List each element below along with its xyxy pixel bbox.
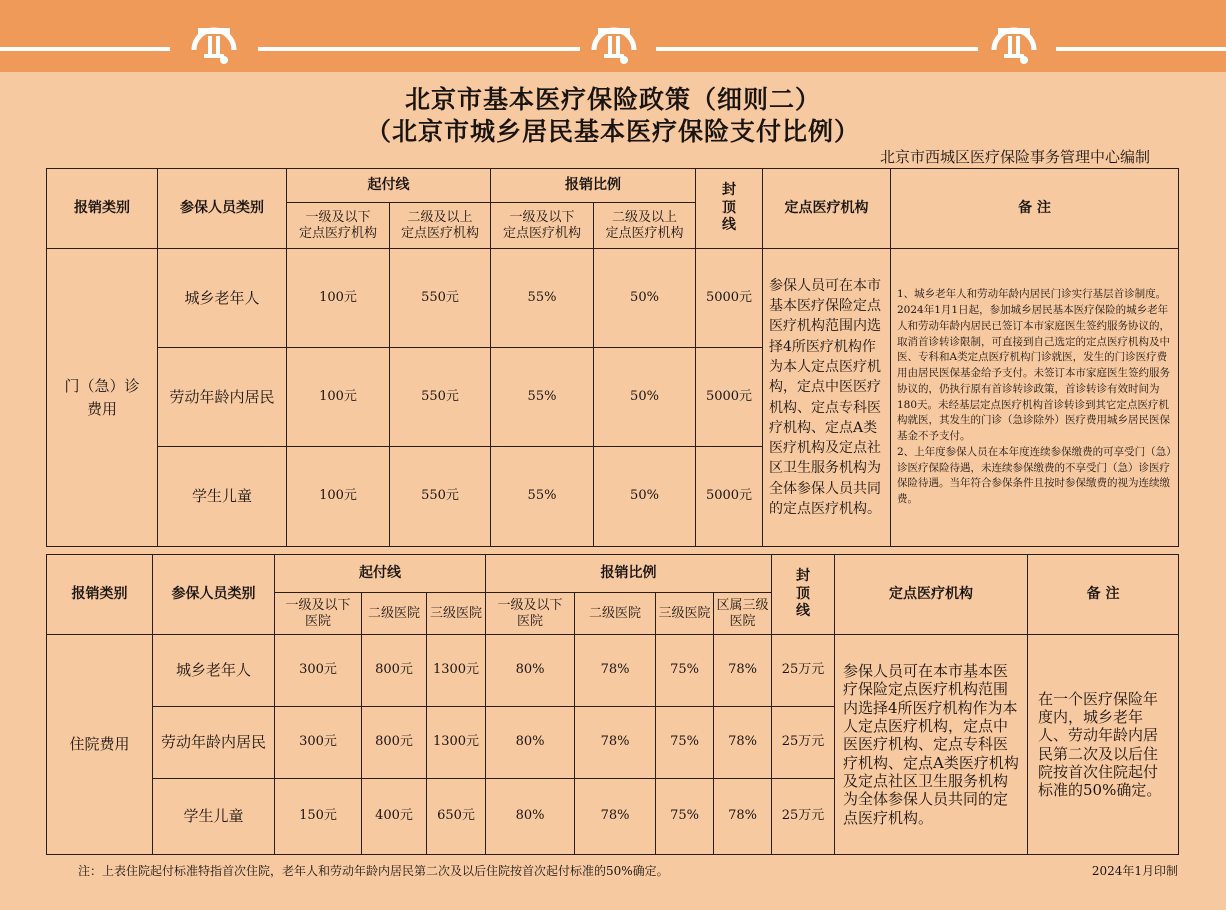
category-outpatient: 门（急）诊 费用 bbox=[47, 249, 158, 547]
person-type: 学生儿童 bbox=[153, 779, 275, 855]
page-subtitle: （北京市城乡居民基本医疗保险支付比例） bbox=[365, 117, 860, 146]
threshold-level2: 800元 bbox=[362, 707, 427, 779]
header-threshold-level1: 一级及以下 医院 bbox=[275, 593, 362, 635]
ratio-level3: 75% bbox=[656, 635, 714, 707]
header-institution: 定点医疗机构 bbox=[763, 169, 891, 249]
threshold-level2: 550元 bbox=[390, 249, 491, 348]
cap-value: 25万元 bbox=[772, 635, 835, 707]
header-threshold-level1: 一级及以下 定点医疗机构 bbox=[287, 203, 390, 249]
banner-line bbox=[656, 47, 978, 51]
threshold-level1: 150元 bbox=[275, 779, 362, 855]
header-threshold-level3: 三级医院 bbox=[427, 593, 486, 635]
banner-line bbox=[0, 47, 170, 51]
page-title: 北京市基本医疗保险政策（细则二） bbox=[404, 85, 821, 114]
person-type: 城乡老年人 bbox=[158, 249, 287, 348]
threshold-level1: 100元 bbox=[287, 249, 390, 348]
header-ratio: 报销比例 bbox=[491, 169, 696, 203]
inpatient-table bbox=[46, 554, 1179, 855]
person-type: 学生儿童 bbox=[158, 447, 287, 547]
footnote: 注：上表住院起付标准特指首次住院，老年人和劳动年龄内居民第二次及以后住院按首次起付标准的50%确定。 bbox=[78, 864, 669, 878]
header-category: 报销类别 bbox=[47, 555, 153, 635]
ratio-level1: 80% bbox=[486, 707, 575, 779]
header-ratio-level1: 一级及以下 医院 bbox=[486, 593, 575, 635]
header-cap: 封 顶 线 bbox=[696, 169, 763, 249]
medical-insurance-logo-icon bbox=[190, 20, 238, 68]
person-type: 劳动年龄内居民 bbox=[153, 707, 275, 779]
cap-value: 25万元 bbox=[772, 707, 835, 779]
publisher: 北京市西城区医疗保险事务管理中心编制 bbox=[879, 148, 1150, 166]
ratio-level2: 50% bbox=[594, 348, 696, 447]
ratio-level2: 50% bbox=[594, 249, 696, 348]
header-cap: 封 顶 线 bbox=[772, 555, 835, 635]
ratio-district-level3: 78% bbox=[714, 707, 772, 779]
header-person-type: 参保人员类别 bbox=[158, 169, 287, 249]
ratio-level2: 78% bbox=[575, 779, 656, 855]
ratio-level3: 75% bbox=[656, 779, 714, 855]
threshold-level1: 300元 bbox=[275, 707, 362, 779]
category-inpatient: 住院费用 bbox=[47, 635, 153, 855]
ratio-level2: 78% bbox=[575, 635, 656, 707]
ratio-level2: 50% bbox=[594, 447, 696, 547]
banner-line bbox=[1056, 47, 1226, 51]
institution-text: 参保人员可在本市基本医疗保险定点医疗机构范围内选择4所医疗机构作为本人定点医疗机构，定点中医医疗机构、定点专科医疗机构、定点A类医疗机构及定点社区卫生服务机构为全体参保人员共同的定点医疗机构。 bbox=[835, 635, 1028, 855]
header-remarks: 备 注 bbox=[891, 169, 1179, 249]
threshold-level3: 1300元 bbox=[427, 635, 486, 707]
threshold-level3: 650元 bbox=[427, 779, 486, 855]
ratio-level3: 75% bbox=[656, 707, 714, 779]
header-category: 报销类别 bbox=[47, 169, 158, 249]
threshold-level2: 800元 bbox=[362, 635, 427, 707]
header-ratio-level2: 二级医院 bbox=[575, 593, 656, 635]
header-threshold: 起付线 bbox=[275, 555, 486, 593]
cap-value: 25万元 bbox=[772, 779, 835, 855]
header-ratio-level1: 一级及以下 定点医疗机构 bbox=[491, 203, 594, 249]
medical-insurance-logo-icon bbox=[990, 20, 1038, 68]
header-threshold-level2: 二级及以上 定点医疗机构 bbox=[390, 203, 491, 249]
person-type: 劳动年龄内居民 bbox=[158, 348, 287, 447]
ratio-level1: 80% bbox=[486, 779, 575, 855]
ratio-district-level3: 78% bbox=[714, 779, 772, 855]
top-banner bbox=[0, 0, 1226, 72]
threshold-level2: 550元 bbox=[390, 348, 491, 447]
table-row bbox=[47, 249, 1179, 348]
ratio-level1: 55% bbox=[491, 447, 594, 547]
ratio-level1: 55% bbox=[491, 348, 594, 447]
header-remarks: 备 注 bbox=[1028, 555, 1179, 635]
threshold-level3: 1300元 bbox=[427, 707, 486, 779]
header-ratio: 报销比例 bbox=[486, 555, 772, 593]
header-threshold: 起付线 bbox=[287, 169, 491, 203]
ratio-level2: 78% bbox=[575, 707, 656, 779]
banner-line bbox=[258, 47, 580, 51]
ratio-district-level3: 78% bbox=[714, 635, 772, 707]
threshold-level2: 400元 bbox=[362, 779, 427, 855]
header-ratio-level2: 二级及以上 定点医疗机构 bbox=[594, 203, 696, 249]
ratio-level1: 80% bbox=[486, 635, 575, 707]
print-date: 2024年1月印制 bbox=[1091, 864, 1178, 878]
cap-value: 5000元 bbox=[696, 447, 763, 547]
person-type: 城乡老年人 bbox=[153, 635, 275, 707]
header-institution: 定点医疗机构 bbox=[835, 555, 1028, 635]
institution-text: 参保人员可在本市基本医疗保险定点医疗机构范围内选择4所医疗机构作为本人定点医疗机构，定点中医医疗机构、定点专科医疗机构、定点A类医疗机构及定点社区卫生服务机构为全体参保人员共同的定点医疗机构。 bbox=[763, 249, 891, 547]
threshold-level1: 100元 bbox=[287, 447, 390, 547]
cap-value: 5000元 bbox=[696, 348, 763, 447]
threshold-level1: 100元 bbox=[287, 348, 390, 447]
outpatient-table bbox=[46, 168, 1179, 547]
cap-value: 5000元 bbox=[696, 249, 763, 348]
table-row bbox=[47, 635, 1179, 707]
threshold-level1: 300元 bbox=[275, 635, 362, 707]
header-person-type: 参保人员类别 bbox=[153, 555, 275, 635]
remarks-text: 1、城乡老年人和劳动年龄内居民门诊实行基层首诊制度。2024年1月1日起，参加城乡居民基本医疗保险的城乡老年人和劳动年龄内居民已签订本市家庭医生签约服务协议的，取消首诊转诊限制，可直接到自己选定的定点医疗机构及中医、专科和A类定点医疗机构门诊就医，发生的门诊医疗费用由居民医保基金给予支付。未签订本市家庭医生签约服务协议的，仍执行原有首诊转诊政策，首诊转诊有效时间为180天。未经基层定点医疗机构首诊转诊到其它定点医疗机构就医，其发生的门诊（急诊除外）医疗费用城乡居民医保基金不予支付。 2、上年度参保人员在本年度连续参保缴费的可享受门（急）诊医疗保险待遇，未连续参保缴费的不享受门（急）诊医疗保险待遇。当年符合参保条件且按时参保缴费的视为连续缴费。 bbox=[891, 249, 1179, 547]
threshold-level2: 550元 bbox=[390, 447, 491, 547]
header-ratio-level3: 三级医院 bbox=[656, 593, 714, 635]
medical-insurance-logo-icon bbox=[590, 20, 638, 68]
ratio-level1: 55% bbox=[491, 249, 594, 348]
header-ratio-district-level3: 区属三级 医院 bbox=[714, 593, 772, 635]
header-threshold-level2: 二级医院 bbox=[362, 593, 427, 635]
remarks-text: 在一个医疗保险年度内，城乡老年人、劳动年龄内居民第二次及以后住院按首次住院起付标准的50%确定。 bbox=[1028, 635, 1179, 855]
